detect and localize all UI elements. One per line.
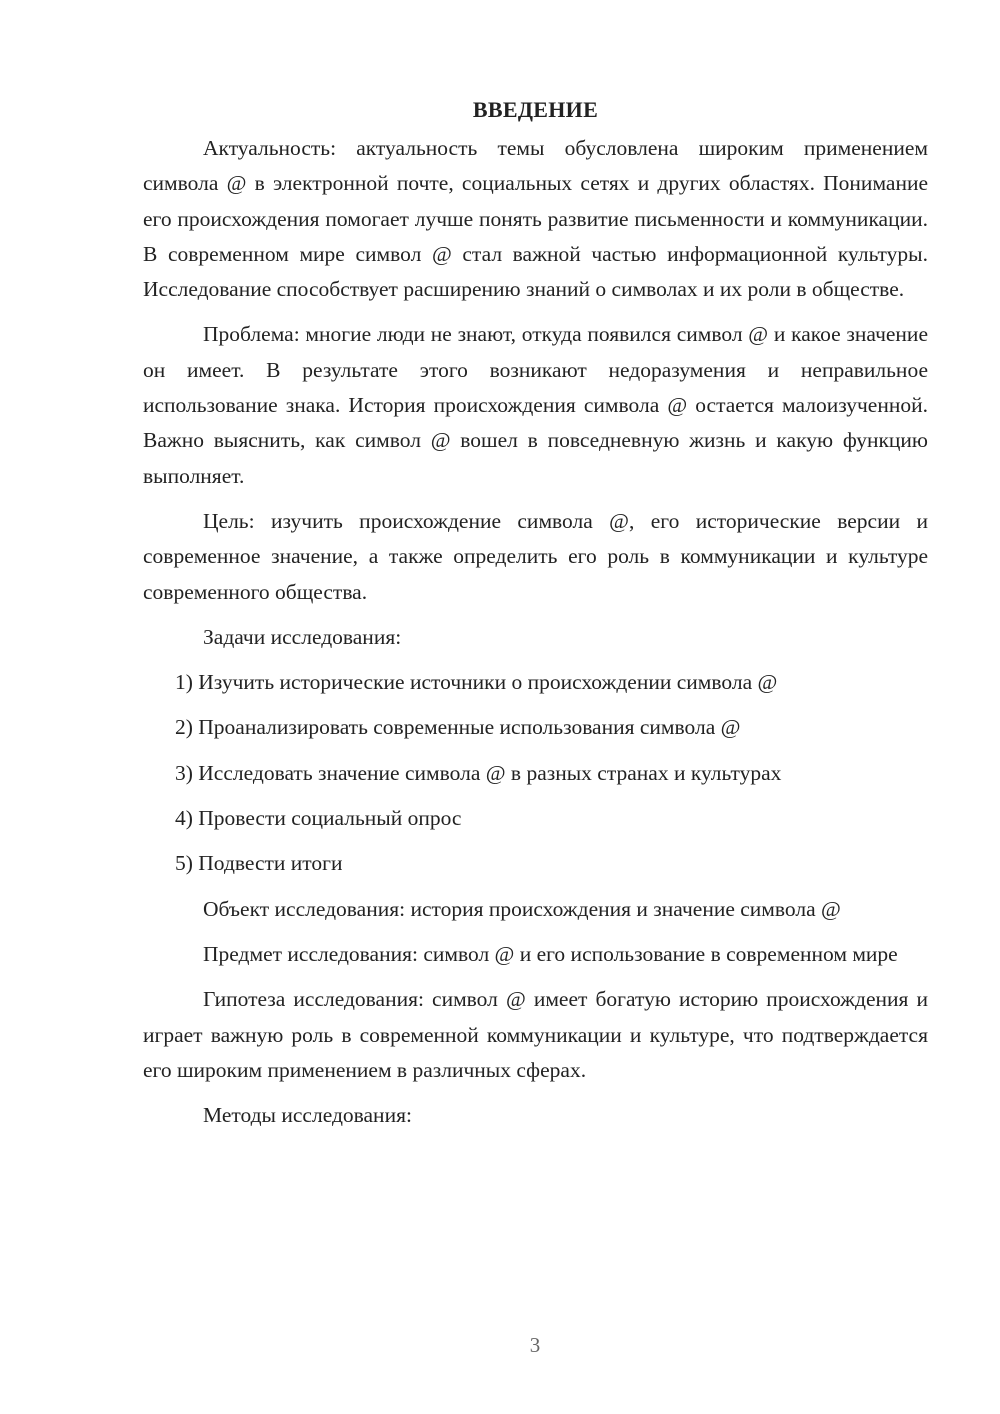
task-item-3: 3) Исследовать значение символа @ в разных странах и культурах — [175, 760, 782, 785]
task-item-1: 1) Изучить исторические источники о происхождении символа @ — [175, 670, 778, 695]
task-item-2: 2) Проанализировать современные использования символа @ — [175, 715, 741, 740]
page-content — [143, 92, 928, 1143]
tasks-heading: Задачи исследования: — [203, 624, 402, 649]
paragraph-hypothesis: Гипотеза исследования: символ @ имеет богатую историю происхождения и играет важную роль в современной коммуникации и культуре, что подтверждается его широким применением в различных сферах. — [143, 987, 928, 1082]
paragraph-problem: Проблема: многие люди не знают, откуда появился символ @ и какое значение он имеет. В результате этого возникают недоразумения и неправильное использование знака. История происхождения символа @ остается малоизученной. Важно выяснить, как символ @ вошел в повседневную жизнь и какую функцию выполняет. — [143, 322, 928, 488]
section-title: ВВЕДЕНИЕ — [472, 97, 599, 122]
paragraph-object: Объект исследования: история происхождения и значение символа @ — [203, 896, 841, 921]
paragraph-relevance: Актуальность: актуальность темы обусловлена широким применением символа @ в электронной почте, социальных сетях и других областях. Понимание его происхождения помогает лучше понять развитие письменности и коммуникации. В современном мире символ @ стал важной частью информационной культуры. Исследование способствует расширению знаний о символах и их роли в обществе. — [143, 136, 928, 302]
task-item-5: 5) Подвести итоги — [175, 851, 343, 876]
paragraph-subject: Предмет исследования: символ @ и его использование в современном мире — [203, 941, 898, 966]
task-item-4: 4) Провести социальный опрос — [175, 806, 462, 831]
paragraph-goal: Цель: изучить происхождение символа @, его исторические версии и современное значение, а также определить его роль в коммуникации и культуре современного общества. — [143, 508, 928, 604]
tasks-list — [143, 665, 928, 881]
page-number: 3 — [529, 1333, 541, 1357]
methods-heading: Методы исследования: — [203, 1103, 412, 1128]
